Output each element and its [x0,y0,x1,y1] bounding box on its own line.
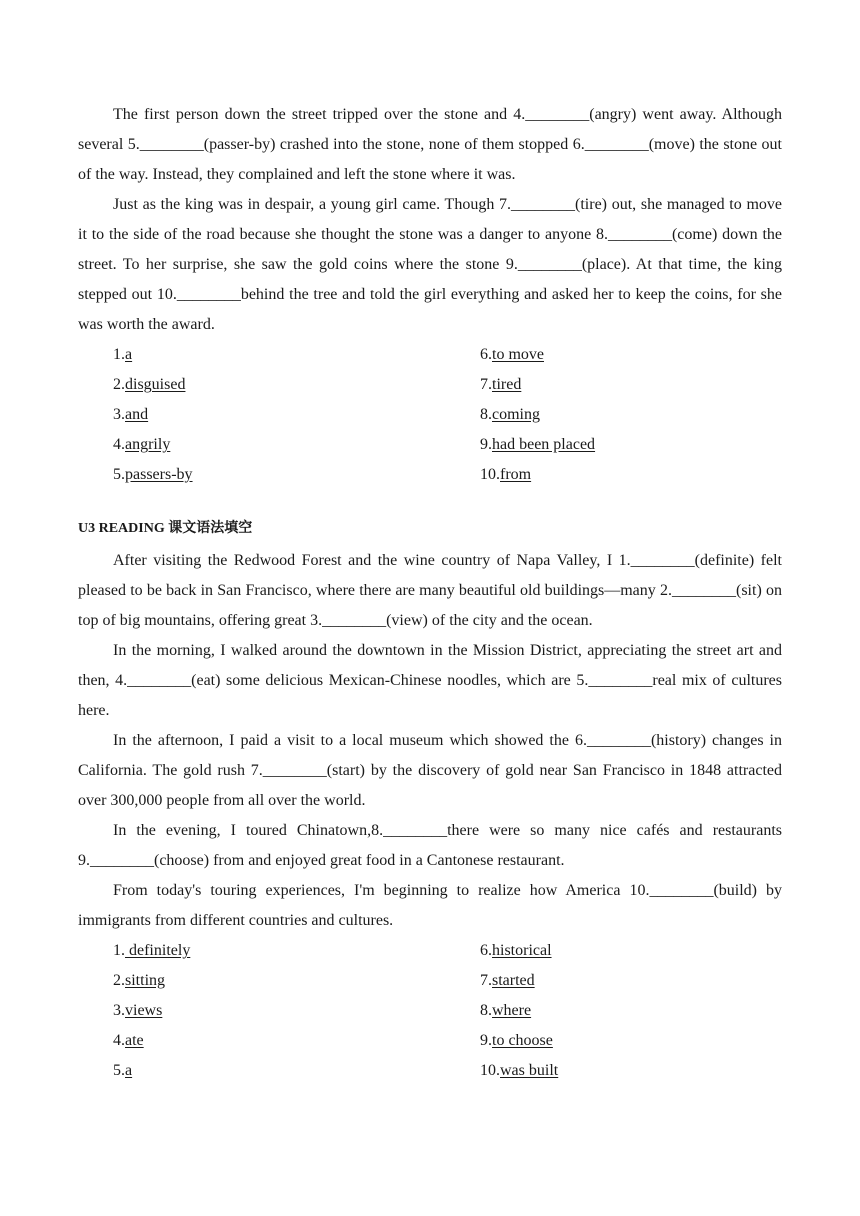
answer-item [113,996,480,1026]
answer-text: to choose [492,1032,553,1049]
answer-text: and [125,406,149,423]
answer-item [480,400,782,430]
answer-text: started [492,972,535,989]
answer-item [480,1026,782,1056]
answer-item [480,340,782,370]
answer-item [480,996,782,1026]
answer-item [113,966,480,996]
answer-item [480,936,782,966]
paragraph: In the afternoon, I paid a visit to a local museum which showed the 6.________(history) changes in California. The gold rush 7.________(start) by the discovery of gold near San Francisco in 1848 attracted over 300,000 people from all over the world. [78,732,782,809]
answer-text: to move [492,346,544,363]
answer-number: 5. [113,466,125,483]
answer-item [113,340,480,370]
answer-text: from [500,466,532,483]
answer-number: 4. [113,436,125,453]
answer-number: 1. [113,346,125,363]
answer-number: 3. [113,1002,125,1019]
answer-number: 4. [113,1032,125,1049]
answer-text: views [125,1002,163,1019]
answer-item [113,400,480,430]
answer-item [113,1056,480,1086]
answer-number: 2. [113,376,125,393]
answer-item [480,1056,782,1086]
answer-text: sitting [125,972,166,989]
answer-number: 7. [480,972,492,989]
answer-text: a [125,346,133,363]
answer-item [113,1026,480,1056]
answer-number: 8. [480,1002,492,1019]
answer-number: 10. [480,466,500,483]
answer-item [113,936,480,966]
answer-text: had been placed [492,436,596,453]
answer-text: ate [125,1032,144,1049]
answer-number: 2. [113,972,125,989]
answer-number: 10. [480,1062,500,1079]
answer-text: tired [492,376,522,393]
answer-number: 6. [480,346,492,363]
answer-number: 7. [480,376,492,393]
paragraph: From today's touring experiences, I'm beginning to realize how America 10.________(build) by immigrants from different countries and cultures. [78,882,782,929]
answer-number: 3. [113,406,125,423]
answer-item [113,460,480,490]
answer-text: angrily [125,436,171,453]
answer-item [113,370,480,400]
answer-text: was built [500,1062,559,1079]
answer-key [78,340,782,490]
answer-number: 1. [113,942,125,959]
answer-text: definitely [125,942,191,959]
answer-text: passers-by [125,466,193,483]
answer-item [480,430,782,460]
answer-text: historical [492,942,552,959]
answer-number: 9. [480,1032,492,1049]
paragraph: After visiting the Redwood Forest and the wine country of Napa Valley, I 1.________(definite) felt pleased to be back in San Francisco, where there are many beautiful old buildings—many 2.________(sit) on top of big mountains, offering great 3.________(view) of the city and the ocean. [78,552,782,629]
answer-item [480,460,782,490]
answer-key [78,936,782,1086]
paragraph: Just as the king was in despair, a young girl came. Though 7.________(tire) out, she managed to move it to the side of the road because she thought the stone was a danger to anyone 8.________(come) down the street. To her surprise, she saw the gold coins where the stone 9.________(place). At that time, the king stepped out 10.________behind the tree and told the girl everything and asked her to keep the coins, for she was worth the award. [78,196,782,333]
answer-item [480,370,782,400]
answer-text: disguised [125,376,186,393]
answer-number: 5. [113,1062,125,1079]
document-page [78,100,782,1086]
paragraph: In the morning, I walked around the downtown in the Mission District, appreciating the street art and then, 4.________(eat) some delicious Mexican-Chinese noodles, which are 5.________real mix of cultures here. [78,642,782,719]
answer-number: 8. [480,406,492,423]
answer-number: 9. [480,436,492,453]
answer-text: where [492,1002,532,1019]
answer-text: a [125,1062,133,1079]
answer-text: coming [492,406,540,423]
section-title: U3 READING 课文语法填空 [78,521,253,536]
paragraph: In the evening, I toured Chinatown,8.________there were so many nice cafés and restaurants 9.________(choose) from and enjoyed great food in a Cantonese restaurant. [78,822,782,869]
answer-number: 6. [480,942,492,959]
answer-item [480,966,782,996]
paragraph: The first person down the street tripped over the stone and 4.________(angry) went away. Although several 5.________(passer-by) crashed into the stone, none of them stopped 6.________(move) the stone out of the way. Instead, they complained and left the stone where it was. [78,106,782,183]
answer-item [113,430,480,460]
